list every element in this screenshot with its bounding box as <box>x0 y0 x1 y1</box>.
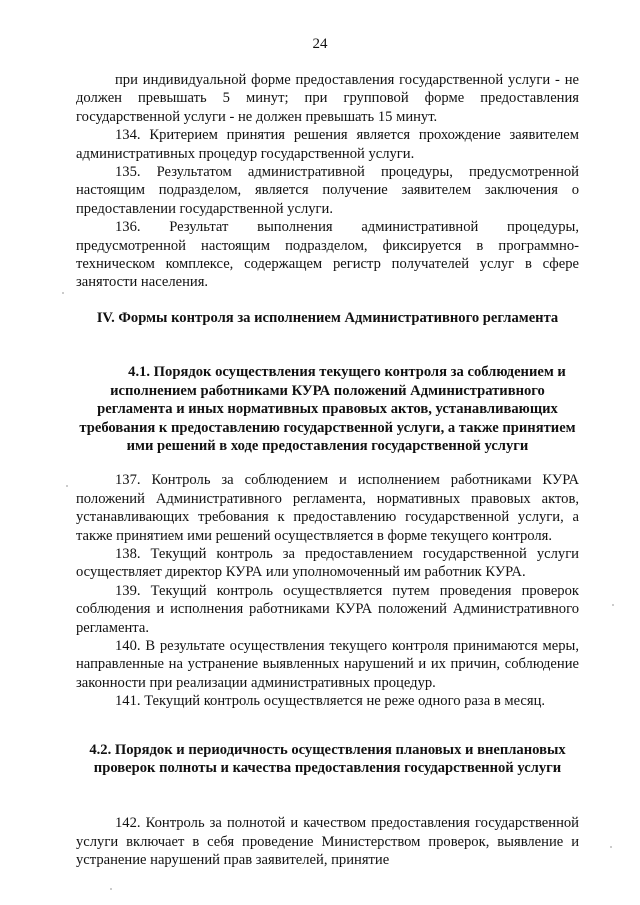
page-content <box>76 71 579 870</box>
scan-speck <box>62 292 64 294</box>
paragraph-134: 134. Критерием принятия решения является прохождение заявителем административных процедур государственной услуги. <box>76 127 579 162</box>
scan-speck <box>66 485 68 487</box>
subsection-heading-4-1: 4.1. Порядок осуществления текущего контроля за соблюдением и исполнением работниками КУРА положений Административного регламента и иных нормативных правовых актов, устанавливающих требования к предоставлению государственной услуги, а также принятием ими решений в ходе предоставления государственной услуги <box>79 364 576 454</box>
subsection-heading-4-2: 4.2. Порядок и периодичность осуществления плановых и внеплановых проверок полноты и качества предоставления государственной услуги <box>89 741 566 776</box>
paragraph-139: 139. Текущий контроль осуществляется путем проведения проверок соблюдения и исполнения работниками КУРА положений Административного регламента. <box>76 582 579 636</box>
paragraph-time-limits: при индивидуальной форме предоставления государственной услуги - не должен превышать 5 минут; при групповой форме предоставления государственной услуги - не должен превышать 15 минут. <box>76 72 579 125</box>
paragraph-137: 137. Контроль за соблюдением и исполнением работниками КУРА положений Административного регламента, нормативных правовых актов, устанавливающих требования к предоставлению государственной услуги, а также принятием ими решений осуществляется в форме текущего контроля. <box>76 472 579 544</box>
page-number: 24 <box>312 36 328 52</box>
paragraph-141: 141. Текущий контроль осуществляется не реже одного раза в месяц. <box>115 693 546 710</box>
paragraph-136: 136. Результат выполнения административной процедуры, предусмотренной настоящим подразделом, фиксируется в программно-техническом комплексе, содержащем регистр получателей услуг в сфере занятости населения. <box>76 219 579 291</box>
scan-speck <box>610 846 612 848</box>
section-heading-iv: IV. Формы контроля за исполнением Административного регламента <box>96 309 559 326</box>
paragraph-138: 138. Текущий контроль за предоставлением государственной услуги осуществляет директор КУРА или уполномоченный им работник КУРА. <box>76 545 579 581</box>
scan-speck <box>110 888 112 890</box>
paragraph-135: 135. Результатом административной процедуры, предусмотренной настоящим подразделом, является получение заявителем заключения о предоставлении государственной услуги. <box>76 164 579 217</box>
paragraph-142: 142. Контроль за полнотой и качеством предоставления государственной услуги включает в себя проведение Министерством проверок, выявление и устранение нарушений прав заявителей, принятие <box>76 815 579 869</box>
scan-speck <box>612 604 614 606</box>
paragraph-140: 140. В результате осуществления текущего контроля принимаются меры, направленные на устранение выявленных нарушений и их причин, соблюдение законности при реализации административных процедур. <box>76 637 579 691</box>
